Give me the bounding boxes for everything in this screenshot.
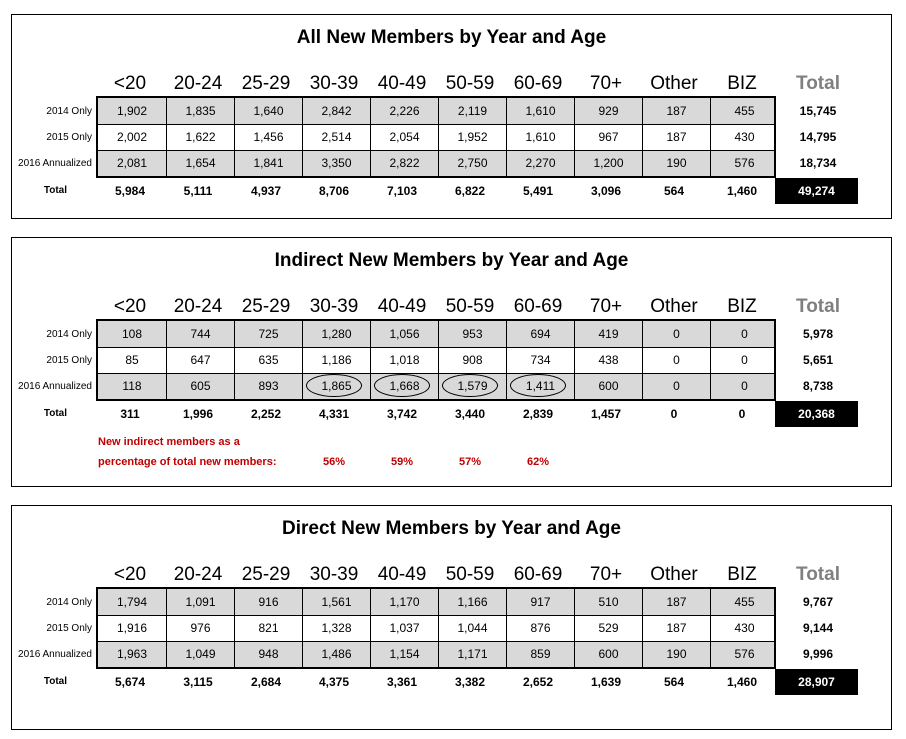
column-header: 20-24 [173, 296, 223, 317]
column-total: 2,839 [522, 407, 554, 421]
table-cell: 190 [642, 641, 710, 667]
column-total: 564 [663, 184, 685, 198]
column-total: 564 [663, 675, 685, 689]
row-total: 14,795 [799, 130, 837, 144]
table-cell: 1,091 [166, 589, 234, 615]
percentage-value: 59% [390, 456, 414, 468]
table-cell: 929 [574, 98, 642, 124]
table-cell: 0 [642, 321, 710, 347]
table-row [98, 641, 774, 667]
row-total: 15,745 [799, 104, 837, 118]
column-header: 40-49 [377, 73, 427, 94]
total-row-label: Total [43, 676, 67, 687]
grand-total: 28,907 [775, 669, 858, 695]
column-header: 50-59 [445, 73, 495, 94]
table-cell: 190 [642, 150, 710, 176]
column-total: 4,375 [318, 675, 350, 689]
column-total: 2,684 [250, 675, 282, 689]
table-cell: 187 [642, 124, 710, 150]
row-total: 9,767 [802, 595, 834, 609]
row-label: 2014 Only [46, 597, 92, 608]
column-total: 5,111 [183, 184, 213, 198]
column-header: 40-49 [377, 564, 427, 585]
column-header: 20-24 [173, 73, 223, 94]
column-header: 25-29 [241, 73, 291, 94]
highlight-oval [442, 374, 498, 397]
column-header: 30-39 [309, 296, 359, 317]
note-line-1: New indirect members as a [98, 436, 240, 448]
table-cell: 948 [234, 641, 302, 667]
table-cell: 455 [710, 98, 778, 124]
table-panel-1 [11, 14, 892, 219]
table-cell: 85 [125, 353, 139, 367]
row-label: 2015 Only [46, 623, 92, 634]
table-cell: 1,841 [234, 150, 302, 176]
table-cell: 455 [710, 589, 778, 615]
column-total: 3,361 [386, 675, 418, 689]
row-label: 2016 Annualized [18, 381, 92, 392]
table-cell: 1,835 [166, 98, 234, 124]
table-cell: 187 [642, 615, 710, 641]
column-header: 30-39 [309, 564, 359, 585]
column-header: 60-69 [513, 73, 563, 94]
column-header: 40-49 [377, 296, 427, 317]
table-cell: 1,952 [438, 124, 506, 150]
column-total: 3,440 [454, 407, 486, 421]
table-cell: 2,054 [370, 124, 438, 150]
column-header: BIZ [727, 73, 757, 94]
table-cell: 967 [574, 124, 642, 150]
column-total: 1,460 [726, 675, 758, 689]
table-cell: 876 [506, 615, 574, 641]
highlight-oval [374, 374, 430, 397]
table-cell: 2,119 [438, 98, 506, 124]
column-header: 20-24 [173, 564, 223, 585]
table-cell: 2,842 [302, 98, 370, 124]
table-cell: 694 [506, 321, 574, 347]
column-header: 60-69 [513, 296, 563, 317]
table-cell: 859 [506, 641, 574, 667]
table-cell: 1,456 [234, 124, 302, 150]
table-cell: 1,044 [438, 615, 506, 641]
table-cell: 576 [710, 641, 778, 667]
table-cell: 1,610 [506, 124, 574, 150]
table-cell: 1,328 [302, 615, 370, 641]
table-title: All New Members by Year and Age [296, 27, 607, 48]
table-panel-2 [11, 237, 892, 487]
row-divider [98, 641, 774, 642]
table-cell: 2,226 [370, 98, 438, 124]
table-row [98, 347, 774, 373]
row-label: 2015 Only [46, 132, 92, 143]
column-header: 30-39 [309, 73, 359, 94]
table-cell: 1,579 [438, 373, 506, 399]
table-cell: 1,166 [438, 589, 506, 615]
table-cell: 1,056 [370, 321, 438, 347]
column-total: 5,491 [522, 184, 554, 198]
row-total: 9,144 [802, 621, 834, 635]
table-cell: 0 [642, 347, 710, 373]
table-cell: 1,411 [506, 373, 574, 399]
table-cell: 2,750 [438, 150, 506, 176]
table-cell: 600 [574, 373, 642, 399]
row-divider [98, 373, 774, 374]
table-cell: 510 [574, 589, 642, 615]
total-column-header: Total [796, 296, 840, 317]
table-cell: 917 [506, 589, 574, 615]
row-total: 5,651 [802, 353, 834, 367]
table-cell: 1,171 [438, 641, 506, 667]
table-row [98, 98, 774, 124]
table-cell: 600 [574, 641, 642, 667]
column-total: 5,984 [114, 184, 146, 198]
column-header: 25-29 [241, 564, 291, 585]
column-header: <20 [113, 564, 147, 585]
column-total: 1,996 [182, 407, 214, 421]
table-row [98, 615, 774, 641]
table-cell: 0 [710, 321, 778, 347]
table-cell: 1,186 [302, 347, 370, 373]
table-row [98, 373, 774, 399]
table-cell: 187 [642, 98, 710, 124]
column-total: 3,382 [454, 675, 486, 689]
data-grid [96, 319, 776, 401]
table-row [98, 150, 774, 176]
row-total: 9,996 [802, 647, 834, 661]
column-total: 7,103 [386, 184, 418, 198]
table-cell: 0 [710, 347, 778, 373]
table-cell: 1,610 [506, 98, 574, 124]
total-row-label: Total [43, 408, 67, 419]
row-label: 2016 Annualized [18, 158, 92, 169]
column-total: 2,252 [250, 407, 282, 421]
column-total: 4,937 [250, 184, 282, 198]
column-header: 50-59 [445, 296, 495, 317]
column-total: 6,822 [454, 184, 486, 198]
table-cell: 430 [710, 124, 778, 150]
percentage-value: 57% [458, 456, 482, 468]
row-total: 18,734 [799, 156, 837, 170]
table-title: Indirect New Members by Year and Age [274, 250, 629, 271]
table-cell: 2,270 [506, 150, 574, 176]
table-cell: 1,640 [234, 98, 302, 124]
table-cell: 1,622 [166, 124, 234, 150]
highlight-oval [306, 374, 362, 397]
column-header: Other [650, 564, 698, 585]
percentage-value: 56% [322, 456, 346, 468]
table-cell: 1,049 [166, 641, 234, 667]
table-cell: 2,822 [370, 150, 438, 176]
highlight-oval [510, 374, 566, 397]
table-cell: 1,486 [302, 641, 370, 667]
column-total: 1,639 [590, 675, 622, 689]
column-header: 50-59 [445, 564, 495, 585]
table-cell: 1,654 [166, 150, 234, 176]
table-cell: 1,154 [370, 641, 438, 667]
row-label: 2015 Only [46, 355, 92, 366]
table-cell: 2,081 [116, 156, 148, 170]
table-cell: 916 [234, 589, 302, 615]
table-cell: 1,200 [574, 150, 642, 176]
data-grid [96, 96, 776, 178]
table-cell: 605 [166, 373, 234, 399]
table-cell: 576 [710, 150, 778, 176]
table-row [98, 124, 774, 150]
table-cell: 419 [574, 321, 642, 347]
column-total: 1,457 [590, 407, 622, 421]
table-cell: 0 [710, 373, 778, 399]
column-total: 0 [738, 407, 746, 421]
table-cell: 2,514 [302, 124, 370, 150]
table-cell: 1,865 [302, 373, 370, 399]
table-cell: 635 [234, 347, 302, 373]
column-total: 4,331 [318, 407, 350, 421]
note-line-2: percentage of total new members: [98, 456, 277, 468]
row-label: 2014 Only [46, 106, 92, 117]
grand-total: 20,368 [775, 401, 858, 427]
column-header: BIZ [727, 296, 757, 317]
table-cell: 893 [234, 373, 302, 399]
table-cell: 187 [642, 589, 710, 615]
table-cell: 0 [642, 373, 710, 399]
column-header: 25-29 [241, 296, 291, 317]
table-cell: 1,037 [370, 615, 438, 641]
column-header: 70+ [589, 564, 623, 585]
column-header: Other [650, 296, 698, 317]
column-header: BIZ [727, 564, 757, 585]
table-cell: 430 [710, 615, 778, 641]
row-divider [98, 615, 774, 616]
table-cell: 744 [166, 321, 234, 347]
column-total: 2,652 [522, 675, 554, 689]
table-cell: 725 [234, 321, 302, 347]
column-total: 311 [120, 407, 140, 421]
column-header: 70+ [589, 73, 623, 94]
column-header: 70+ [589, 296, 623, 317]
table-cell: 908 [438, 347, 506, 373]
table-cell: 1,794 [116, 595, 148, 609]
data-grid [96, 587, 776, 669]
table-row [98, 321, 774, 347]
row-total: 5,978 [802, 327, 834, 341]
table-cell: 1,561 [302, 589, 370, 615]
table-cell: 1,018 [370, 347, 438, 373]
table-cell: 2,002 [116, 130, 148, 144]
column-total: 3,115 [183, 675, 213, 689]
column-total: 1,460 [726, 184, 758, 198]
table-panel-3 [11, 505, 892, 730]
table-row [98, 589, 774, 615]
percentage-value: 62% [526, 456, 550, 468]
table-cell: 3,350 [302, 150, 370, 176]
column-header: <20 [113, 296, 147, 317]
table-cell: 108 [121, 327, 143, 341]
row-label: 2016 Annualized [18, 649, 92, 660]
table-cell: 647 [166, 347, 234, 373]
table-cell: 821 [234, 615, 302, 641]
table-cell: 953 [438, 321, 506, 347]
table-cell: 1,170 [370, 589, 438, 615]
total-row-label: Total [43, 185, 67, 196]
table-cell: 1,280 [302, 321, 370, 347]
column-header: 60-69 [513, 564, 563, 585]
table-cell: 976 [166, 615, 234, 641]
table-cell: 1,916 [116, 621, 148, 635]
grand-total: 49,274 [775, 178, 858, 204]
table-title: Direct New Members by Year and Age [282, 518, 621, 539]
column-total: 5,674 [114, 675, 146, 689]
column-header: Other [650, 73, 698, 94]
table-cell: 529 [574, 615, 642, 641]
table-cell: 1,902 [116, 104, 148, 118]
total-column-header: Total [796, 73, 840, 94]
table-cell: 1,963 [116, 647, 148, 661]
row-divider [98, 124, 774, 125]
column-total: 8,706 [318, 184, 350, 198]
row-divider [98, 347, 774, 348]
column-total: 0 [670, 407, 678, 421]
row-total: 8,738 [802, 379, 834, 393]
table-cell: 734 [506, 347, 574, 373]
table-cell: 438 [574, 347, 642, 373]
row-divider [98, 150, 774, 151]
column-total: 3,096 [590, 184, 622, 198]
column-header: <20 [113, 73, 147, 94]
table-cell: 118 [122, 379, 142, 393]
column-total: 3,742 [386, 407, 418, 421]
table-cell: 1,668 [370, 373, 438, 399]
row-label: 2014 Only [46, 329, 92, 340]
total-column-header: Total [796, 564, 840, 585]
